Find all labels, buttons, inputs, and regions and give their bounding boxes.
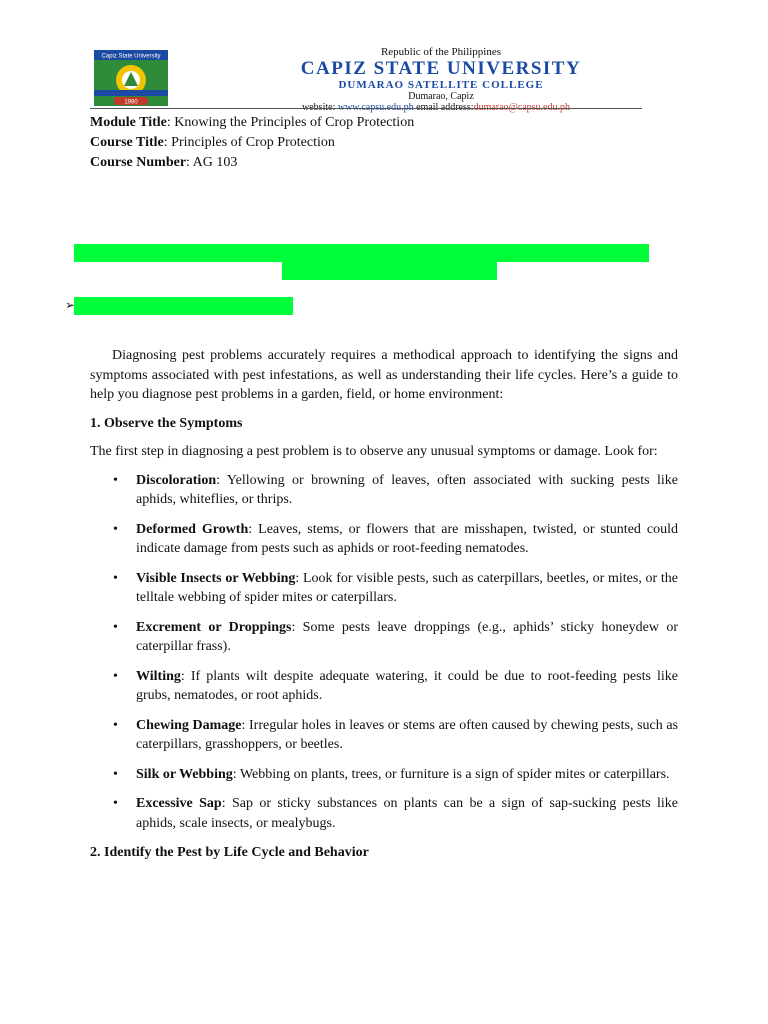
bullet-icon: • <box>113 619 118 635</box>
item-text: : If plants wilt despite adequate watering, it could be due to root-feeding pests like grubs, nematodes, or root aphids. <box>136 668 678 703</box>
module-title-label: Module Title <box>90 115 167 130</box>
university-name: CAPIZ STATE UNIVERSITY <box>300 58 582 79</box>
item-text: : Leaves, stems, or flowers that are misshapen, twisted, or stunted could indicate damage from pests such as aphids or root-feeding nematodes. <box>136 521 678 556</box>
item-term: Visible Insects or Webbing <box>136 570 296 586</box>
bullet-icon: • <box>113 570 118 586</box>
list-item <box>90 471 678 510</box>
course-title-line: Course Title: Principles of Crop Protection <box>90 135 335 150</box>
item-text: : Some pests leave droppings (e.g., aphids’ sticky honeydew or caterpillar frass). <box>136 619 678 654</box>
item-term: Excrement or Droppings <box>136 619 292 635</box>
course-number-label: Course Number <box>90 155 187 170</box>
bullet-icon: • <box>113 521 118 537</box>
logo-year: 1980 <box>124 99 138 106</box>
course-title-label: Course Title <box>90 135 164 150</box>
course-number-line: Course Number: AG 103 <box>90 155 238 170</box>
bullet-icon: • <box>113 796 118 811</box>
module-title-line: Module Title: Knowing the Principles of Crop Protection <box>90 115 415 130</box>
header-divider <box>90 108 642 109</box>
list-item <box>90 520 678 559</box>
bullet-icon: • <box>113 717 118 733</box>
logo-text: Capiz State University <box>101 53 161 60</box>
item-term: Chewing Damage <box>136 717 242 733</box>
letterhead-text <box>240 46 642 113</box>
item-text: : Look for visible pests, such as caterpillars, beetles, or mites, or the telltale webbing of spider mites or caterpillars. <box>136 570 678 605</box>
section-1-heading: 1. Observe the Symptoms <box>90 415 243 431</box>
section-1-lead: The first step in diagnosing a pest problem is to observe any unusual symptoms or damage. Look for: <box>90 444 658 459</box>
item-term: Wilting <box>136 668 181 684</box>
item-text: : Yellowing or browning of leaves, often associated with sucking pests like aphids, whiteflies, or thrips. <box>136 472 678 507</box>
list-item <box>90 716 678 755</box>
bullet-icon: • <box>113 472 118 488</box>
letterhead <box>90 46 642 110</box>
list-item <box>90 765 678 785</box>
body-content <box>90 346 678 872</box>
item-term: Silk or Webbing <box>136 766 233 782</box>
module-meta <box>90 113 414 173</box>
highlight-bar-title-1 <box>74 244 649 262</box>
list-item <box>90 618 678 657</box>
intro-paragraph: Diagnosing pest problems accurately requires a methodical approach to identifying the signs and symptoms associated with pest infestations, as well as understanding their life cycles. Here’s a guide to help you diagnose pest problems in a garden, field, or home environment: <box>90 348 678 402</box>
list-item <box>90 794 678 833</box>
arrow-bullet-icon: ➢ <box>65 298 76 312</box>
item-text: : Webbing on plants, trees, or furniture is a sign of spider mites or caterpillars. <box>232 766 670 782</box>
item-term: Deformed Growth <box>136 521 249 537</box>
item-term: Discoloration <box>136 472 217 488</box>
list-item <box>90 667 678 706</box>
item-term: Excessive Sap <box>136 796 222 811</box>
bullet-icon: • <box>113 668 118 684</box>
module-title: Knowing the Principles of Crop Protection <box>174 115 415 130</box>
item-text: : Sap or sticky substances on plants can be a sign of sap-sucking pests like aphids, scale insects, or mealybugs. <box>136 796 678 831</box>
symptom-list <box>90 471 678 834</box>
section-2-heading: 2. Identify the Pest by Life Cycle and Behavior <box>90 845 369 860</box>
list-item <box>90 569 678 608</box>
course-title: Principles of Crop Protection <box>171 135 335 150</box>
course-number: AG 103 <box>192 155 238 170</box>
item-text: : Irregular holes in leaves or stems are often caused by chewing pests, such as caterpillars, grasshoppers, or beetles. <box>136 717 678 752</box>
highlight-bar-subtitle <box>74 297 293 315</box>
bullet-icon: • <box>113 766 118 782</box>
republic-line: Republic of the Philippines <box>380 46 502 58</box>
university-logo <box>94 50 168 106</box>
highlight-bar-title-2 <box>282 262 497 280</box>
town-line: Dumarao, Capiz <box>408 91 474 102</box>
college-name: DUMARAO SATELLITE COLLEGE <box>338 79 544 91</box>
